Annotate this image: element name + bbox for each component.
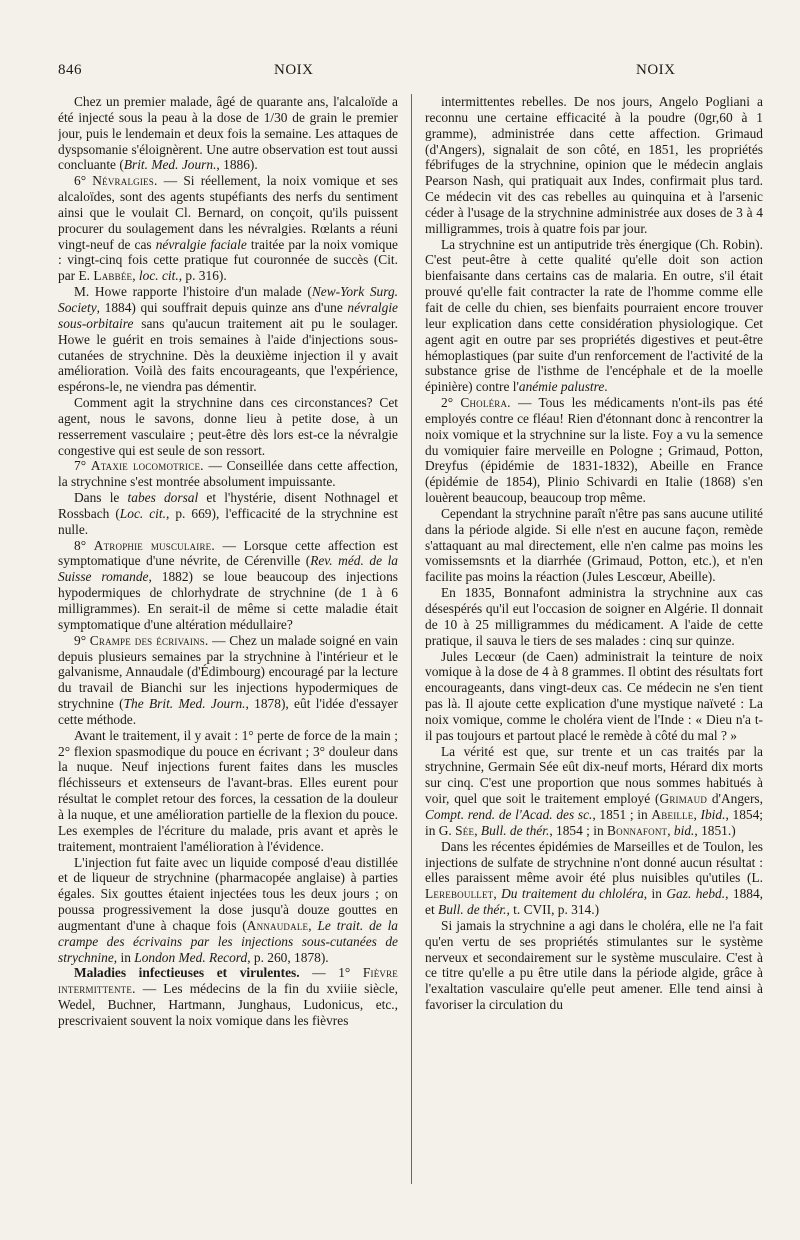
text-run: Chez un premier malade, âgé de quarante ans, l'alcaloïde a été injecté sous la peau à la dose de 1/30 de grain le premier jour, puis le lendemain et deux fois la semaine. Les attaques de dyspsomanie s'éloignèrent. Une autre observation est tout aussi concluante ( (58, 94, 398, 173)
text-run: , (474, 822, 481, 838)
text-run: Bull. de thér. (480, 822, 550, 838)
text-run: 6° (74, 173, 93, 189)
text-run: , in (113, 949, 135, 965)
paragraph (425, 649, 763, 744)
text-run: Cependant la strychnine paraît n'être pas sans aucune utilité dans la période algide. Si elle n'est en aucune façon, remède s'attaquant au mal directement, elle n'en calme pas moins les vomissemsnts et la diarrhée (Grimaud, Potton, etc.), et n'en facilite pas moins la réaction (Jules Lescœur, Abeille). (425, 505, 763, 585)
text-run: Brit. Med. Journ. (123, 157, 217, 173)
text-run: London Med. Record (134, 949, 248, 965)
text-run: Ataxie locomotrice. (90, 458, 204, 474)
text-run: — Si réellement, la noix vomique et ses alcaloïdes, sont des agents stupéfiants des nerfs du sentiment ainsi que le voulait Cl. Bernard, on conçoit, qu'ils puissent procurer du soulagement dans les névralgies. Rœlants a réuni vingt-neuf de cas (58, 173, 398, 252)
text-run: , (493, 886, 502, 902)
paragraph (58, 490, 398, 538)
text-run: Lereboullet (425, 886, 494, 902)
paragraph (425, 395, 763, 506)
text-run: — Conseillée dans cette affection, la strychnine s'est montrée absolument impuissante. (58, 458, 398, 490)
text-run: M. Howe rapporte l'histoire d'un malade ( (74, 284, 312, 300)
text-column-left (58, 94, 398, 1214)
text-run: La vérité est que, sur trente et un cas traités par la strychnine, Germain Sée eût dix-neuf morts, Hérard dix morts sur cinq. C'est une proportion que nous sommes habitués à voir, quel que soit le traitement employé ( (425, 743, 763, 807)
text-run: Dans les récentes épidémies de Marseilles et de Toulon, les injections de sulfate de strychnine n'ont donné aucun résultat : elles paraissent même avoir été plus nuisibles qu'utiles (L. (425, 838, 763, 886)
paragraph (58, 538, 398, 633)
text-run: Annaudale (246, 917, 309, 933)
text-run: , (693, 806, 701, 822)
text-run: , 1878), eût l'idée d'essayer cette méthode. (58, 696, 398, 727)
text-run: Compt. rend. de l'Acad. des sc. (425, 806, 593, 822)
text-run: , p. 669), l'efficacité de la strychnine est nulle. (58, 505, 398, 537)
running-title-right: NOIX (636, 62, 676, 78)
text-run: 2° (441, 395, 461, 411)
text-run: — Lorsque cette affection est symptomatique d'une névrite, de Cérenville ( (58, 537, 398, 569)
text-run: Jules Lecœur (de Caen) administrait la teinture de noix vomique à la dose de 4 à 8 grammes. Il obtint des résultats fort encourageants, dans vingt-deux cas. Ce médecin ne s'en tient pas là. Il ajoute cette explication d'une mystique naïveté : La noix vomique, comme le choléra vient de l'Inde : « Dieu n'a t-il pas toujours et partout placé le remède à côté du mal ? » (425, 648, 763, 743)
text-run: The Brit. Med. Journ. (123, 696, 246, 712)
text-run: Labbée (93, 268, 133, 284)
text-run: Avant le traitement, il y avait : 1° perte de force de la main ; 2° flexion spasmodique du pouce en écrivant ; 3° douleur dans la nuque. Neuf injections furent faites dans les muscles fléchisseurs et extenseurs de l'avant-bras. Elles eurent pour résultat le complet retour des forces, la cessation de la douleur à la nuque, et une amélioration partielle de la flexion du pouce. Les exemples de l'écriture du malade, pris avant et après le traitement, montraient l'amélioration à l'évidence. (58, 727, 398, 854)
text-run: , p. 316). (178, 268, 227, 284)
text-run: , in (643, 886, 667, 902)
text-run: et l'hystérie, disent Nothnagel et Rossbach ( (58, 490, 398, 521)
text-run: , t. CVII, p. 314.) (506, 902, 600, 918)
page-number: 846 (58, 62, 82, 78)
paragraph (58, 728, 398, 855)
text-run: Du traitement du chloléra (501, 886, 644, 902)
paragraph (425, 94, 763, 237)
text-run: , 1854; in G. (425, 806, 763, 838)
paragraph (58, 173, 398, 284)
text-run: loc. cit. (138, 268, 179, 284)
running-title-left: NOIX (274, 62, 314, 78)
paragraph (58, 633, 398, 728)
text-run: Abeille (651, 806, 694, 822)
paragraph (58, 94, 398, 173)
text-run: Rev. méd. de la Suisse romande (58, 553, 398, 585)
text-run: La strychnine est un antiputride très énergique (Ch. Robin). C'est peut-être à cette qualité qu'elle doit son action bienfaisante dans certains cas de malaria. En outre, s'il était prouvé qu'elle fait contracter la rate de l'homme comme elle fait de celle du chien, ses bienfaits pourraient encore trouver leur explication dans cette considération physiologique. Cet agent agit en outre par ses propriétés digestives et peut-être hémoplastiques (par suite d'un renforcement de l'activité de la substance grise de l'isthme de l'encéphale et de la moelle épinière) contre l' (425, 236, 763, 395)
text-run: intermittentes rebelles. De nos jours, Angelo Pogliani a reconnu une certaine efficacité à la poudre (0gr,60 à 1 gramme), administrée dans cette affection. Grimaud (d'Angers), signalait de son côté, en 1851, les propriétés fébrifuges de la strychnine, opinion que le médecin anglais Pearson Nash, qui pratiquait aux Indes, confirmait plus tard. Ce médecin vit des cas rebelles au quinquina et à l'arsenic céder à l'usage de la strychnine administrée aux doses de 3 à 4 milligrammes, trois à quatre fois par jour. (425, 94, 763, 236)
text-run: Atrophie musculaire. (93, 537, 215, 553)
text-run: , 1851.) (694, 822, 736, 838)
text-run: , 1851 ; in (592, 806, 652, 822)
text-run: , (132, 268, 139, 284)
running-header (58, 62, 750, 84)
text-run: Dans le (74, 490, 128, 506)
text-run: Crampe des écrivains. (89, 632, 209, 648)
paragraph (425, 744, 763, 839)
text-run: Choléra. (460, 395, 511, 411)
text-run: Comment agit la strychnine dans ces circonstances? Cet agent, nous le savons, donne lieu à petite dose, à un resserrement vasculaire ; peut-être dès lors est-ce la névralgie congestive qui est seule de son ressort. (58, 395, 398, 458)
text-run: — Chez un malade soigné en vain depuis plusieurs semaines par la strychnine à l'intérieur et le galvanisme, Annaudale (d'Édimbourg) encouragé par la lecture du travail de Bianchi sur les injections hypodermiques de strychnine ( (58, 632, 398, 712)
text-run: , 1854 ; in (549, 822, 607, 838)
text-run: Sée (455, 822, 475, 838)
text-run: — Les médecins de la fin du xviiie siècle, Wedel, Buchner, Hartmann, Junghaus, Ludonicus, etc., prescrivaient souvent la noix vomique dans les fièvres (58, 981, 398, 1028)
text-run: bid. (673, 822, 695, 838)
text-run: , p. 260, 1878). (247, 949, 329, 965)
paragraph (425, 839, 763, 918)
text-run: anémie palustre (518, 379, 605, 395)
text-column-right (425, 94, 763, 1214)
text-run: Le trait. de la crampe des écrivains par les injections sous-cutanées de strychnine (58, 917, 398, 965)
text-run: 8° (74, 537, 94, 553)
column-divider (411, 94, 412, 1184)
text-run: Ibid. (700, 806, 726, 822)
text-run: En 1835, Bonnafont administra la strychnine aux cas désespérés qu'il eut l'occasion de soigner en Algérie. Il donnait de 10 à 25 milligrammes du médicament. A l'aide de cette pratique, il sauva le tiers de ses malades : cinq sur quinze. (425, 585, 763, 648)
text-run: L'injection fut faite avec un liquide composé d'eau distillée et de liqueur de strychnine (pharmacopée anglaise) à parties égales. Six gouttes étaient injectées tous les deux jours ; on poussa progressivement la dose jusqu'à douze gouttes en augmentant d'une à chaque fois ( (58, 854, 398, 933)
paragraph (425, 585, 763, 648)
text-run: Si jamais la strychnine a agi dans le choléra, elle ne l'a fait qu'en vertu de ses propriétés stimulantes sur le système nerveux et secondairement sur le système musculaire. C'est à ce titre qu'elle a pu être utile dans la période algide, grâce à l'exaltation vasculaire qu'elle peut amener. Elle tend ainsi à favoriser la circulation du (425, 917, 763, 1013)
paragraph (425, 506, 763, 585)
text-run: , 1882) se loue beaucoup des injections hypodermiques de chlorhydrate de strychnine (de 1 à 6 milligrammes). En serait-il de même si cette maladie était symptomatique d'une altération médullaire? (58, 569, 398, 632)
paragraph (58, 458, 398, 490)
text-run: Grimaud (659, 791, 708, 807)
text-run: , 1884, et (425, 886, 763, 918)
text-run: d'Angers, (707, 791, 763, 807)
text-run: Loc. cit. (119, 505, 166, 521)
text-run: névralgie sous-orbitaire (58, 299, 398, 331)
text-run: Bull. de thér. (438, 902, 507, 918)
text-run: sans qu'aucun traitement ait pu le soulager. Howe le guérit en trois semaines à l'aide d'injections sous-cutanées de strychnine. Dès la deuxième injection il y avait amélioration. Voilà des faits encourageants, que l'expérience, espérons-le, ne viendra pas démentir. (58, 315, 398, 395)
paragraph (58, 855, 398, 966)
text-run: , 1886). (216, 157, 258, 173)
text-run: , (667, 822, 674, 838)
text-run: Maladies infectieuses et virulentes. (74, 965, 300, 981)
paragraph (425, 237, 763, 395)
text-run: Bonnafont (606, 822, 668, 838)
text-run: — 1° (299, 965, 363, 981)
text-run: . (604, 379, 608, 395)
text-run: névralgie faciale (155, 236, 247, 252)
text-run: 7° (74, 458, 91, 474)
text-run: — Tous les médicaments n'ont-ils pas été employés contre ce fléau! Rien d'étonnant donc à rencontrer la noix vomique et la strychnine sur la liste. Foy a vu la semence du vomiquier faire merveille en Pologne ; Grimaud, Potton, Dreyfus (épidémie de 1831-1832), Abeille en France (épidémie de 1854), Plinio Schivardi en Italie (1868) s'en louèrent beaucoup, beaucoup trop même. (425, 395, 763, 506)
text-run: , 1884) qui souffrait depuis quinze ans d'une (96, 299, 348, 315)
paragraph (425, 918, 763, 1013)
paragraph (58, 395, 398, 458)
text-run: tabes dorsal (127, 490, 199, 506)
text-run: Névralgies. (92, 173, 158, 189)
text-run: traitée par la noix vomique : vingt-cinq fois cette pratique fut couronnée de succès (Cit. par E. (58, 236, 398, 284)
text-run: 9° (74, 632, 90, 648)
paragraph (58, 284, 398, 395)
text-run: , (308, 917, 318, 933)
text-run: New-York Surg. Society (58, 284, 398, 315)
text-run: Fièvre intermittente. (58, 965, 398, 997)
text-run: Gaz. hebd. (666, 886, 726, 902)
paragraph (58, 965, 398, 1028)
